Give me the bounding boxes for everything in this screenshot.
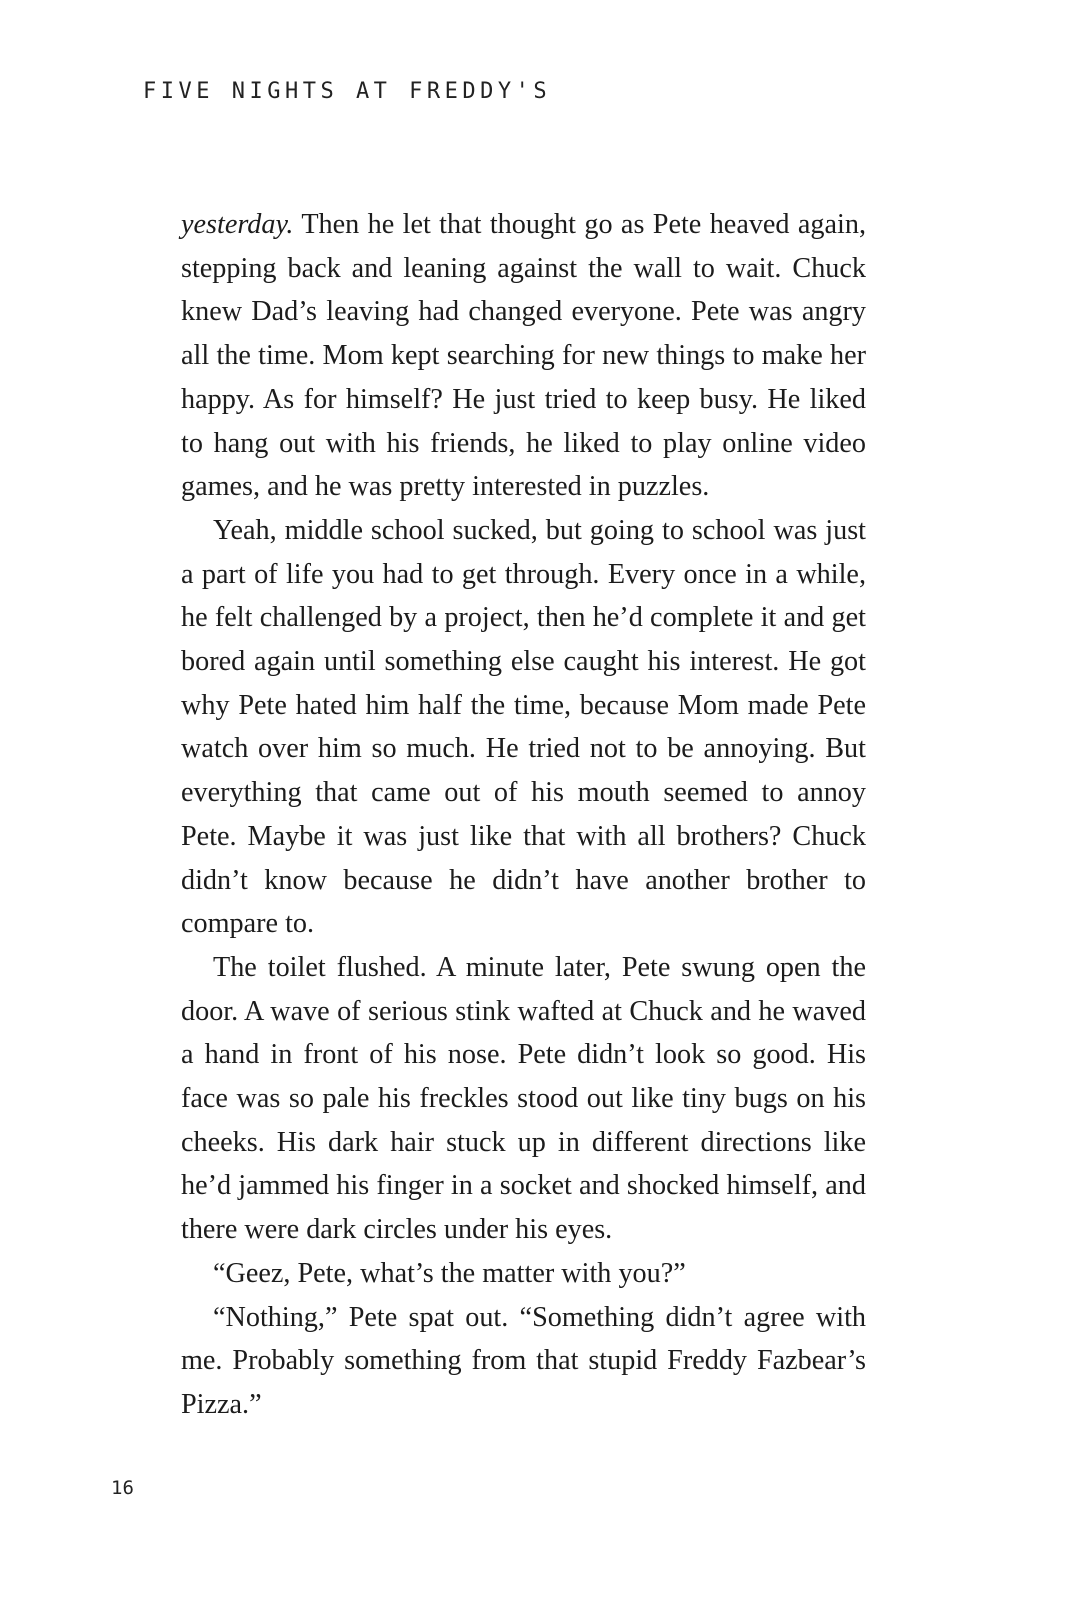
body-text xyxy=(181,203,866,1427)
page-number: 16 xyxy=(111,1477,134,1499)
paragraph-2: Yeah, middle school sucked, but going to school was just a part of life you had to get through. Every once in a while, he felt challenged by a project, then he’d complete it and get bored again until something else caught his interest. He got why Pete hated him half the time, because Mom made Pete watch over him so much. He tried not to be annoying. But everything that came out of his mouth seemed to annoy Pete. Maybe it was just like that with all brothers? Chuck didn’t know because he didn’t have another brother to compare to. xyxy=(181,514,866,940)
paragraph-1-text: Then he let that thought go as Pete heaved again, stepping back and leaning against the wall to wait. Chuck knew Dad’s leaving had changed everyone. Pete was angry all the time. Mom kept searching for new things to make her happy. As for himself? He just tried to keep busy. He liked to hang out with his friends, he liked to play online video games, and he was pretty interested in puzzles. xyxy=(181,209,866,503)
paragraph-3: The toilet flushed. A minute later, Pete swung open the door. A wave of serious stink wafted at Chuck and he waved a hand in front of his nose. Pete didn’t look so good. His face was so pale his freckles stood out like tiny bugs on his cheeks. His dark hair stuck up in different directions like he’d jammed his finger in a socket and shocked himself, and there were dark circles under his eyes. xyxy=(181,951,866,1246)
paragraph-4: “Geez, Pete, what’s the matter with you?” xyxy=(213,1257,686,1289)
running-head: FIVE NIGHTS AT FREDDY'S xyxy=(143,79,552,104)
paragraph-1 xyxy=(181,203,866,509)
paragraph-5: “Nothing,” Pete spat out. “Something didn’t agree with me. Probably something from that stupid Freddy Fazbear’s Pizza.” xyxy=(181,1301,866,1420)
italic-lead-word: yesterday. xyxy=(181,209,294,240)
